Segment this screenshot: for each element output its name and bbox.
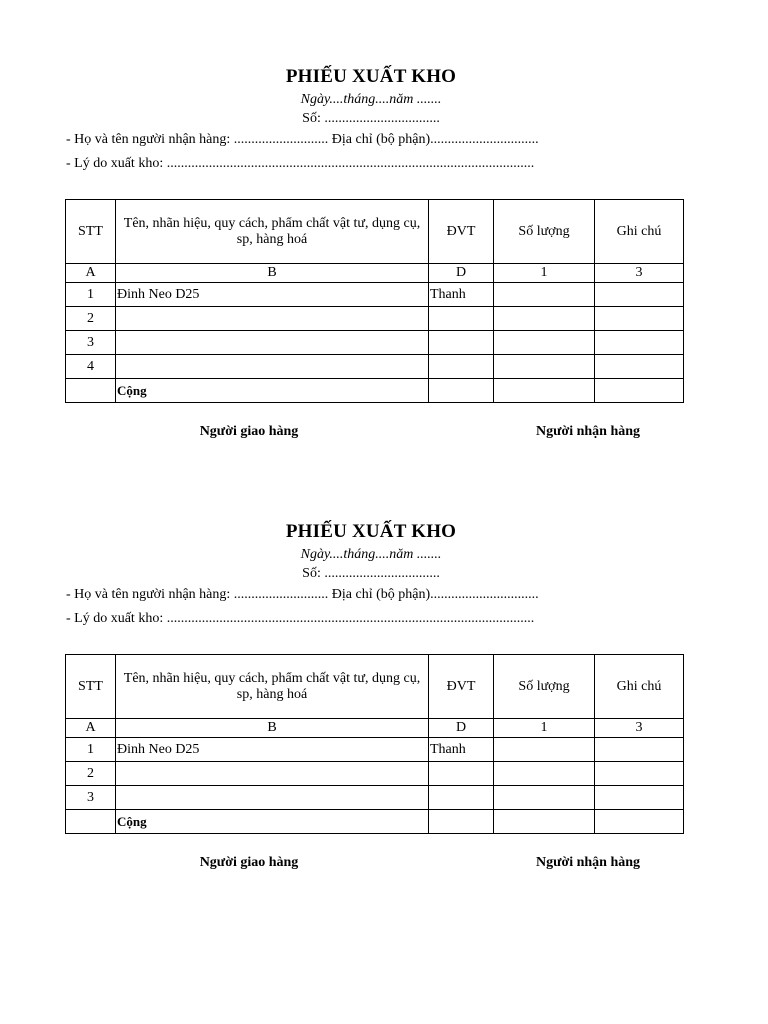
row-item-name [116,786,429,810]
number-line: Số: ................................. [302,111,440,126]
total-empty-cell [66,379,116,403]
header-item-name: Tên, nhãn hiệu, quy cách, phẩm chất vật tư, dụng cụ, sp, hàng hoá [116,655,429,719]
receiver-signature-label: Người nhận hàng [535,424,641,439]
row-stt: 3 [66,331,116,355]
header-unit: ĐVT [429,200,494,264]
slip-title: PHIẾU XUẤT KHO [285,66,457,87]
row-quantity [494,307,595,331]
total-empty-cell [429,379,494,403]
table-index-row [66,719,684,738]
table-row [66,307,684,331]
index-cell: D [429,264,494,283]
total-label: Cộng [116,810,429,834]
index-cell: 1 [494,264,595,283]
header-item-name: Tên, nhãn hiệu, quy cách, phẩm chất vật tư, dụng cụ, sp, hàng hoá [116,200,429,264]
row-unit: Thanh [429,283,494,307]
row-quantity [494,355,595,379]
row-stt: 2 [66,307,116,331]
receiver-line: - Họ và tên người nhận hàng: ........................... Địa chỉ (bộ phận)............................... [66,587,539,602]
table-total-row [66,810,684,834]
table-header-row [66,655,684,719]
slip-title: PHIẾU XUẤT KHO [285,521,457,542]
table-row [66,283,684,307]
row-item-name [116,307,429,331]
row-stt: 1 [66,283,116,307]
receiver-signature-label: Người nhận hàng [535,855,641,870]
table-row [66,738,684,762]
reason-line: - Lý do xuất kho: ......................................................................................................... [66,156,535,171]
table-header-row [66,200,684,264]
row-item-name [116,331,429,355]
table-row [66,786,684,810]
row-stt: 1 [66,738,116,762]
date-line: Ngày....tháng....năm ....... [300,92,442,107]
row-item-name [116,762,429,786]
number-line: Số: ................................. [302,566,440,581]
row-item-name [116,355,429,379]
table-row [66,355,684,379]
table-row [66,331,684,355]
index-cell: 3 [595,264,684,283]
header-quantity: Số lượng [494,655,595,719]
row-quantity [494,331,595,355]
row-note [595,307,684,331]
index-cell: B [116,264,429,283]
row-quantity [494,738,595,762]
goods-table [65,199,684,403]
index-cell: B [116,719,429,738]
row-note [595,331,684,355]
index-cell: A [66,264,116,283]
row-note [595,738,684,762]
row-unit [429,355,494,379]
row-note [595,762,684,786]
table-total-row [66,379,684,403]
header-stt: STT [66,200,116,264]
total-empty-cell [66,810,116,834]
row-unit [429,786,494,810]
total-empty-cell [595,810,684,834]
index-cell: A [66,719,116,738]
total-empty-cell [494,379,595,403]
row-quantity [494,283,595,307]
receiver-line: - Họ và tên người nhận hàng: ........................... Địa chỉ (bộ phận)............................... [66,132,539,147]
index-cell: 3 [595,719,684,738]
row-note [595,283,684,307]
giver-signature-label: Người giao hàng [199,855,299,870]
index-cell: 1 [494,719,595,738]
row-unit [429,331,494,355]
header-quantity: Số lượng [494,200,595,264]
row-item-name: Đinh Neo D25 [116,283,429,307]
row-item-name: Đinh Neo D25 [116,738,429,762]
row-note [595,786,684,810]
table-index-row [66,264,684,283]
header-note: Ghi chú [595,655,684,719]
row-stt: 2 [66,762,116,786]
total-empty-cell [595,379,684,403]
total-empty-cell [494,810,595,834]
total-empty-cell [429,810,494,834]
row-quantity [494,786,595,810]
row-stt: 3 [66,786,116,810]
header-unit: ĐVT [429,655,494,719]
row-stt: 4 [66,355,116,379]
goods-table [65,654,684,834]
header-note: Ghi chú [595,200,684,264]
row-unit: Thanh [429,738,494,762]
row-unit [429,762,494,786]
header-stt: STT [66,655,116,719]
total-label: Cộng [116,379,429,403]
row-quantity [494,762,595,786]
row-note [595,355,684,379]
date-line: Ngày....tháng....năm ....... [300,547,442,562]
table-row [66,762,684,786]
reason-line: - Lý do xuất kho: ......................................................................................................... [66,611,535,626]
row-unit [429,307,494,331]
index-cell: D [429,719,494,738]
giver-signature-label: Người giao hàng [199,424,299,439]
